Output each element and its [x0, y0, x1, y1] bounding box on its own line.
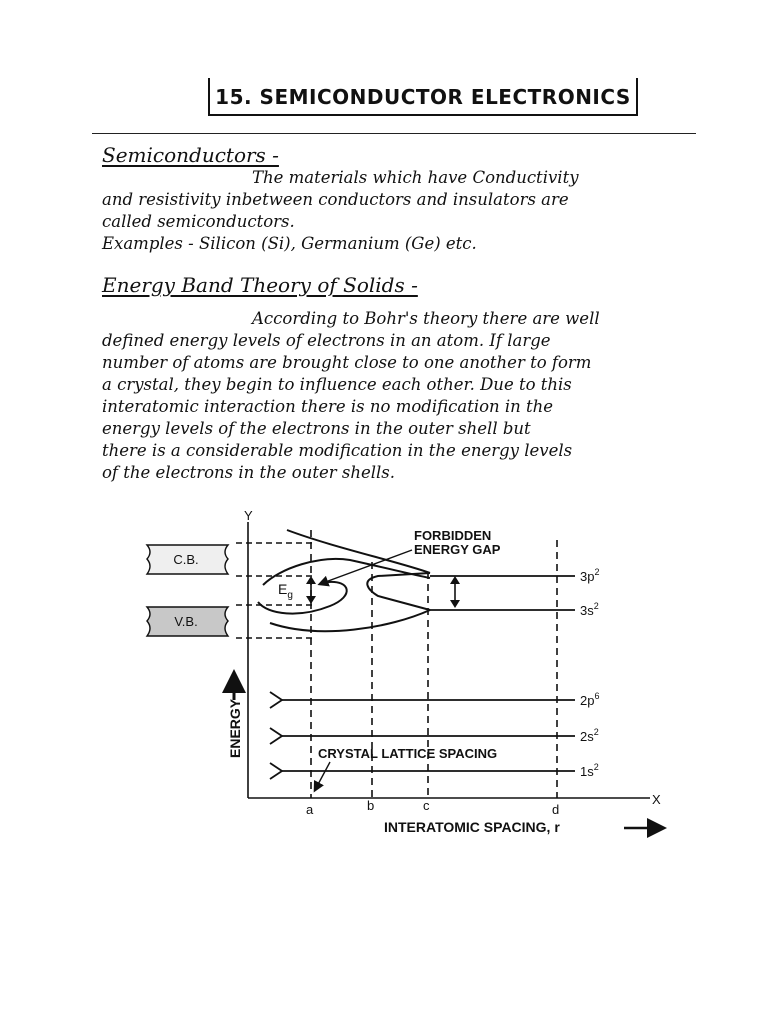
eg-label: [278, 581, 293, 601]
level-sup-2p: 6: [594, 691, 600, 701]
paragraph-line: there is a considerable modification in the energy levels: [102, 441, 573, 460]
level-base-2p: 2p: [580, 693, 595, 708]
section-heading-energy-band: Energy Band Theory of Solids -: [102, 273, 418, 297]
cb-label: C.B.: [173, 552, 199, 567]
energy-band-diagram: [0, 500, 768, 850]
level-sup-2s: 2: [593, 727, 599, 737]
level-label-3p: [580, 567, 599, 584]
eg-base: E: [278, 581, 288, 597]
energy-band-paragraph: [102, 308, 694, 484]
eg-sub: g: [287, 590, 293, 601]
title-divider: [92, 133, 696, 134]
paragraph-line: of the electrons in the outer shells.: [102, 463, 396, 482]
energy-label: ENERGY: [227, 698, 243, 758]
paragraph-line: Examples - Silicon (Si), Germanium (Ge) etc.: [102, 234, 477, 253]
y-axis-letter: Y: [244, 508, 253, 523]
level-label-3s: [580, 601, 599, 618]
forbidden-label-line2: ENERGY GAP: [414, 542, 501, 557]
tick-label-d: d: [552, 802, 560, 817]
gap-arrow-up: [450, 576, 460, 584]
tick-label-a: a: [306, 802, 314, 817]
vb-label: V.B.: [174, 614, 198, 629]
level-chevron-2p: [270, 692, 282, 708]
lattice-pointer-arrow: [315, 762, 330, 790]
tick-label-c: c: [423, 798, 430, 813]
paragraph-line: a crystal, they begin to influence each other. Due to this: [102, 375, 572, 394]
tick-label-b: b: [367, 798, 375, 813]
semiconductors-paragraph: [102, 167, 694, 255]
gap-arrow-down: [450, 600, 460, 608]
conduction-band-box: [147, 545, 228, 574]
paragraph-line: The materials which have Conductivity: [252, 168, 579, 187]
band-merge-curve: [367, 573, 430, 610]
level-base-3p: 3p: [580, 569, 595, 584]
paragraph-line: defined energy levels of electrons in an atom. If large: [102, 331, 551, 350]
paragraph-line: and resistivity inbetween conductors and insulators are: [102, 190, 569, 209]
level-label-2s: [580, 727, 599, 744]
vb-upper-curve: [258, 582, 347, 614]
level-chevron-1s: [270, 763, 282, 779]
lattice-spacing-label: CRYSTAL LATTICE SPACING: [318, 746, 498, 761]
page-title: 15. SEMICONDUCTOR ELECTRONICS: [208, 78, 638, 116]
level-sup-3s: 2: [593, 601, 599, 611]
paragraph-line: energy levels of the electrons in the outer shell but: [102, 419, 531, 438]
paragraph-line: number of atoms are brought close to one another to form: [102, 353, 592, 372]
x-axis-letter: X: [652, 792, 661, 807]
level-base-2s: 2s: [580, 729, 594, 744]
paragraph-line: called semiconductors.: [102, 212, 295, 231]
paragraph-line: According to Bohr's theory there are well: [252, 309, 600, 328]
level-chevron-2s: [270, 728, 282, 744]
level-sup-1s: 2: [593, 762, 599, 772]
level-base-1s: 1s: [580, 764, 594, 779]
level-base-3s: 3s: [580, 603, 594, 618]
level-sup-3p: 2: [594, 567, 600, 577]
valence-band-box: [147, 607, 228, 636]
level-label-1s: [580, 762, 599, 779]
eg-arrow-down: [306, 596, 316, 604]
cb-lower-curve: [263, 559, 430, 585]
section-heading-semiconductors: Semiconductors -: [102, 143, 279, 167]
level-label-2p: [580, 691, 599, 708]
eg-arrow-up: [306, 576, 316, 584]
energy-axis-label: [227, 675, 243, 758]
interatomic-spacing-label: INTERATOMIC SPACING, r: [384, 819, 560, 835]
paragraph-line: interatomic interaction there is no modification in the: [102, 397, 554, 416]
forbidden-label-line1: FORBIDDEN: [414, 528, 492, 543]
